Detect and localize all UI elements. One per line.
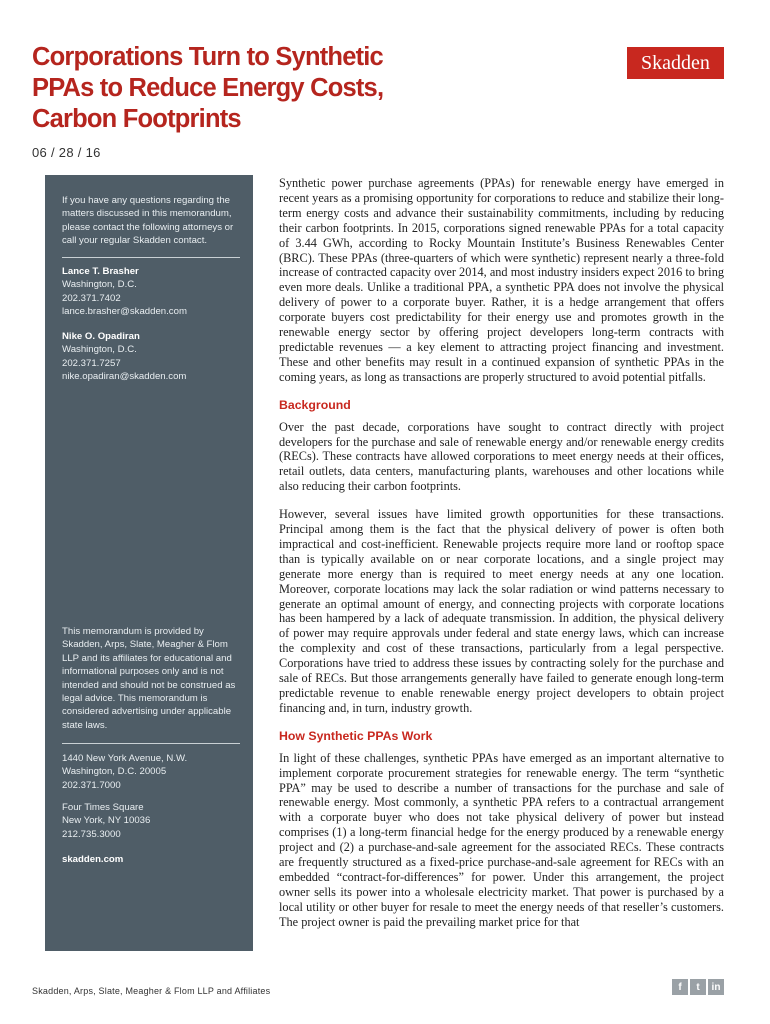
body-paragraph: However, several issues have limited growth opportunities for these transactions. Principal among them is the fact that the physical delivery of power is often both impractical and cost-inefficient. Renewable projects require more land or rooftop space than is typically available on or near corporate locations, and a single project may generate more energy than is required to meet energy needs at any one location. Moreover, corporate locations may lack the solar radiation or wind patterns necessary to generate an optimal amount of energy, and connecting projects with corporate locations has been hampered by a lack of adequate transmission. In addition, the physical delivery of power may require approvals under federal and state energy laws, which can increase the complexity and cost of these transactions, particularly from a legal perspective. Corporations have tried to address these issues by contracting solely for the purchase and sale of RECs. But those arrangements generally have failed to generate enough long-term predictable revenue to enable renewable energy project developers to obtain project financing and, in turn, industry growth. <box>279 507 724 715</box>
contact-name: Lance T. Brasher <box>62 266 139 277</box>
memo-date: 06 / 28 / 16 <box>32 145 101 160</box>
website-text[interactable]: skadden.com <box>62 854 124 865</box>
sidebar-intro: If you have any questions regarding the matters discussed in this memorandum, please contact the following attorneys or call your regular Skadden contact. <box>62 195 234 247</box>
contact-city: Washington, D.C. <box>62 344 137 356</box>
address-line: Four Times Square <box>62 802 144 813</box>
contact-email[interactable]: lance.brasher@skadden.com <box>62 306 187 318</box>
address-line: New York, NY 10036 <box>62 815 151 827</box>
section-heading-background: Background <box>279 397 351 412</box>
contact-phone[interactable]: 202.371.7257 <box>62 357 121 369</box>
title-line-1: Corporations Turn to Synthetic <box>32 43 383 71</box>
body-paragraph: In light of these challenges, synthetic PPAs have emerged as an important alternative to implement corporate procurement strategies for renewable energy. The term “synthetic PPA” may be used to describe a number of transactions for the purchase and sale of renewable energy. Most commonly, a synthetic PPA refers to a contractual arrangement with a corporate buyer who does not take physical delivery of power but instead comprises (1) a long-term financial hedge for the energy produced by a renewable energy project and (2) a purchase-and-sale agreement for the associated RECs. These contracts are frequently structured as a fixed-price purchase-and-sale agreement for RECs with an embedded “contract-for-differences” for power. Under this arrangement, the project owner sells its power into a wholesale electricity market. That power is purchased by a local utility or other buyer for resale to meet the energy needs of that reseller’s customers. The project owner is paid the prevailing market price for that <box>279 750 724 929</box>
linkedin-icon[interactable]: in <box>708 979 724 995</box>
title-line-2: PPAs to Reduce Energy Costs, <box>32 74 384 102</box>
page-footer: Skadden, Arps, Slate, Meagher & Flom LLP and Affiliates <box>32 986 271 996</box>
body-paragraph: Over the past decade, corporations have sought to contract directly with project developers for the purchase and sale of renewable energy and/or renewable energy credits (RECs). These contracts have allowed corporations to meet energy needs at their offices, retail outlets, data centers, manufacturing plants, warehouses and other locations while also reducing their carbon footprints. <box>279 419 724 494</box>
office-address-ny <box>62 801 240 841</box>
office-phone[interactable]: 202.371.7000 <box>62 779 121 791</box>
office-phone[interactable]: 212.735.3000 <box>62 828 121 840</box>
facebook-icon[interactable]: f <box>672 979 688 995</box>
website-link[interactable] <box>62 853 240 866</box>
address-line: Washington, D.C. 20005 <box>62 766 167 778</box>
office-address-dc <box>62 752 240 792</box>
section-heading-how-it-works: How Synthetic PPAs Work <box>279 728 433 743</box>
address-line: 1440 New York Avenue, N.W. <box>62 753 188 764</box>
sidebar-divider <box>62 257 240 258</box>
social-links <box>672 979 724 995</box>
twitter-icon[interactable]: t <box>690 979 706 995</box>
sidebar-disclaimer: This memorandum is provided by Skadden, Arps, Slate, Meagher & Flom LLP and its affiliates for educational and informational purposes only and is not intended and should not be construed as legal advice. This memorandum is considered advertising under applicable state laws. <box>62 626 236 731</box>
title-line-3: Carbon Footprints <box>32 105 241 133</box>
contact-sidebar <box>45 175 253 951</box>
sidebar-divider <box>62 743 240 744</box>
skadden-logo[interactable]: Skadden <box>627 47 724 79</box>
contact-phone[interactable]: 202.371.7402 <box>62 292 121 304</box>
memo-title <box>32 42 502 135</box>
contact-name: Nike O. Opadiran <box>62 331 140 342</box>
contact-email[interactable]: nike.opadiran@skadden.com <box>62 371 187 383</box>
intro-paragraph: Synthetic power purchase agreements (PPAs) for renewable energy have emerged in recent years as a promising opportunity for corporations to reduce and stabilize their long-term energy costs and advance their sustainability commitments, including by reducing their carbon footprints. In 2015, corporations signed renewable PPAs for a total capacity of 3.44 GWh, according to Rocky Mountain Institute’s Business Renewables Center (BRC). These PPAs (three-quarters of which were synthetic) represent nearly a three-fold increase of contracted capacity over 2014, and most industry insiders expect 2016 to bring even more deals. Unlike a traditional PPA, a synthetic PPA does not involve the physical delivery of power to a corporate buyer. Rather, it is a hedge arrangement that offers corporate buyers cost predictability for their energy use and promotes growth in the renewable energy sector by offering project developers long-term contracts with predictable revenues — a key element to attracting project financing and investment. These and other benefits may result in a continued expansion of synthetic PPAs in the coming years, as long as transactions are properly structured to avoid potential pitfalls. <box>279 176 724 384</box>
memo-body <box>279 176 724 943</box>
contact-card <box>62 265 240 319</box>
contact-city: Washington, D.C. <box>62 279 137 291</box>
contact-card <box>62 330 240 384</box>
